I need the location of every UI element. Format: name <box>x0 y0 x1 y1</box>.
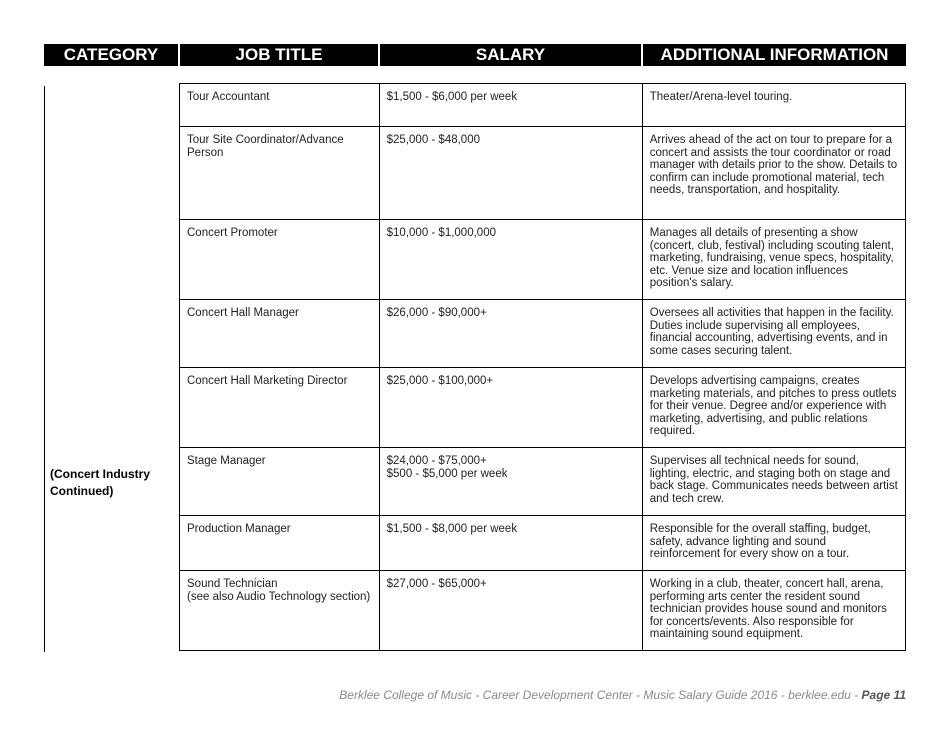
table-row <box>180 220 906 300</box>
job-title-cell: Tour Accountant <box>180 84 380 127</box>
job-title-cell: Sound Technician (see also Audio Technology section) <box>180 571 380 651</box>
info-cell: Supervises all technical needs for sound, lighting, electric, and staging both on stage and back stage. Communicates needs between artist and tech crew. <box>642 448 905 516</box>
table-row <box>180 368 906 448</box>
salary-table <box>179 83 906 651</box>
table-row <box>180 300 906 368</box>
salary-cell: $1,500 - $6,000 per week <box>379 84 642 127</box>
table-row <box>180 127 906 220</box>
page-footer <box>339 688 906 702</box>
info-cell: Oversees all activities that happen in the facility. Duties include supervising all employees, financial accounting, advertising events, and in some cases securing talent. <box>642 300 905 368</box>
salary-cell: $1,500 - $8,000 per week <box>379 516 642 571</box>
salary-cell: $26,000 - $90,000+ <box>379 300 642 368</box>
footer-text: Berklee College of Music - Career Development Center - Music Salary Guide 2016 - berklee.edu - <box>339 688 862 702</box>
header-category: CATEGORY <box>44 44 178 66</box>
info-cell: Manages all details of presenting a show (concert, club, festival) including scouting talent, marketing, fundraising, venue specs, hospitality, etc. Venue size and location influences position's salary. <box>642 220 905 300</box>
page-number: Page 11 <box>861 688 906 702</box>
job-title-cell: Stage Manager <box>180 448 380 516</box>
table-row <box>180 448 906 516</box>
info-cell: Working in a club, theater, concert hall, arena, performing arts center the resident sound technician provides house sound and monitors for concerts/events. Also responsible for maintaining sound equipment. <box>642 571 905 651</box>
table-row <box>180 571 906 651</box>
salary-cell: $25,000 - $48,000 <box>379 127 642 220</box>
job-title-cell: Concert Promoter <box>180 220 380 300</box>
info-cell: Theater/Arena-level touring. <box>642 84 905 127</box>
info-cell: Arrives ahead of the act on tour to prepare for a concert and assists the tour coordinator or road manager with details prior to the show. Details to confirm can include promotional material, tech needs, transportation, and hospitality. <box>642 127 905 220</box>
table-row <box>180 516 906 571</box>
job-title-cell: Tour Site Coordinator/Advance Person <box>180 127 380 220</box>
header-job-title: JOB TITLE <box>180 44 378 66</box>
header-salary: SALARY <box>380 44 641 66</box>
header-additional-info: ADDITIONAL INFORMATION <box>643 44 906 66</box>
salary-cell: $27,000 - $65,000+ <box>379 571 642 651</box>
info-cell: Develops advertising campaigns, creates marketing materials, and pitches to press outlets for their venue. Degree and/or experience with marketing, advertising, and public relations required. <box>642 368 905 448</box>
job-title-cell: Concert Hall Manager <box>180 300 380 368</box>
table-row <box>180 84 906 127</box>
info-cell: Responsible for the overall staffing, budget, safety, advance lighting and sound reinforcement for every show on a tour. <box>642 516 905 571</box>
job-title-cell: Concert Hall Marketing Director <box>180 368 380 448</box>
salary-cell: $24,000 - $75,000+ $500 - $5,000 per week <box>379 448 642 516</box>
job-title-cell: Production Manager <box>180 516 380 571</box>
category-divider <box>44 86 45 652</box>
salary-cell: $25,000 - $100,000+ <box>379 368 642 448</box>
salary-cell: $10,000 - $1,000,000 <box>379 220 642 300</box>
category-label: (Concert Industry Continued) <box>50 467 151 498</box>
